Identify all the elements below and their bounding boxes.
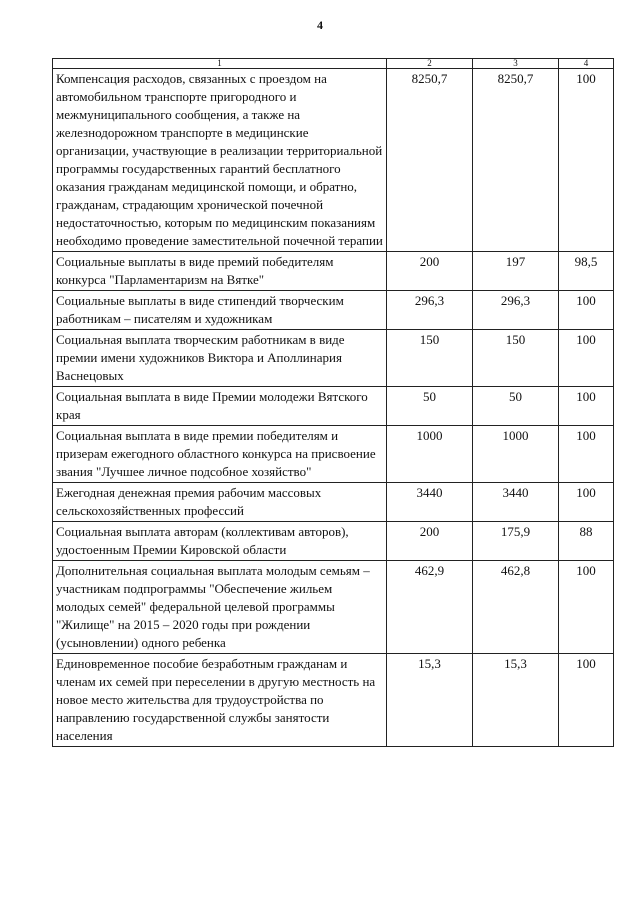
table-row <box>53 252 614 291</box>
column-header: 3 <box>473 59 559 69</box>
column-header: 2 <box>387 59 473 69</box>
cell-col2: 15,3 <box>387 654 473 747</box>
row-label: Социальная выплата в виде Премии молодежи Вятского края <box>53 387 387 426</box>
cell-col4: 98,5 <box>559 252 614 291</box>
cell-col3: 8250,7 <box>473 69 559 252</box>
row-label: Социальная выплата в виде премии победителям и призерам ежегодного областного конкурса на присвоение звания "Лучшее личное подсобное хозяйство" <box>53 426 387 483</box>
row-label: Единовременное пособие безработным гражданам и членам их семей при переселении в другую местность на новое место жительства для трудоустройства по направлению государственной службы занятости населения <box>53 654 387 747</box>
row-label: Ежегодная денежная премия рабочим массовых сельскохозяйственных профессий <box>53 483 387 522</box>
cell-col3: 197 <box>473 252 559 291</box>
cell-col2: 200 <box>387 522 473 561</box>
cell-col2: 200 <box>387 252 473 291</box>
cell-col4: 88 <box>559 522 614 561</box>
cell-col2: 8250,7 <box>387 69 473 252</box>
cell-col2: 462,9 <box>387 561 473 654</box>
cell-col4: 100 <box>559 426 614 483</box>
row-label: Социальная выплата творческим работникам в виде премии имени художников Виктора и Аполлинария Васнецовых <box>53 330 387 387</box>
cell-col3: 175,9 <box>473 522 559 561</box>
cell-col4: 100 <box>559 483 614 522</box>
cell-col4: 100 <box>559 387 614 426</box>
column-header: 1 <box>53 59 387 69</box>
cell-col3: 1000 <box>473 426 559 483</box>
cell-col2: 150 <box>387 330 473 387</box>
table-row <box>53 561 614 654</box>
cell-col4: 100 <box>559 561 614 654</box>
cell-col2: 296,3 <box>387 291 473 330</box>
table-row <box>53 483 614 522</box>
column-header: 4 <box>559 59 614 69</box>
cell-col2: 1000 <box>387 426 473 483</box>
cell-col4: 100 <box>559 291 614 330</box>
table-row <box>53 330 614 387</box>
cell-col3: 150 <box>473 330 559 387</box>
table-row <box>53 387 614 426</box>
table-row <box>53 426 614 483</box>
cell-col4: 100 <box>559 654 614 747</box>
cell-col3: 3440 <box>473 483 559 522</box>
cell-col3: 462,8 <box>473 561 559 654</box>
row-label: Дополнительная социальная выплата молодым семьям – участникам подпрограммы "Обеспечение жильем молодых семей" федеральной целевой программы "Жилище" на 2015 – 2020 годы при рождении (усыновлении) одного ребенка <box>53 561 387 654</box>
table-row <box>53 654 614 747</box>
row-label: Социальные выплаты в виде стипендий творческим работникам – писателям и художникам <box>53 291 387 330</box>
table-row <box>53 522 614 561</box>
cell-col3: 15,3 <box>473 654 559 747</box>
row-label: Социальная выплата авторам (коллективам авторов), удостоенным Премии Кировской области <box>53 522 387 561</box>
page-number: 4 <box>317 18 323 32</box>
header-row <box>53 59 614 69</box>
row-label: Социальные выплаты в виде премий победителям конкурса "Парламентаризм на Вятке" <box>53 252 387 291</box>
cell-col2: 3440 <box>387 483 473 522</box>
cell-col3: 50 <box>473 387 559 426</box>
cell-col3: 296,3 <box>473 291 559 330</box>
table-row <box>53 69 614 252</box>
data-table <box>52 58 614 747</box>
cell-col4: 100 <box>559 330 614 387</box>
table-row <box>53 291 614 330</box>
cell-col2: 50 <box>387 387 473 426</box>
cell-col4: 100 <box>559 69 614 252</box>
row-label: Компенсация расходов, связанных с проездом на автомобильном транспорте пригородного и межмуниципального сообщения, а также на железнодорожном транспорте в медицинские организации, участвующие в реализации территориальной программы государственных гарантий бесплатного оказания гражданам медицинской помощи, и обратно, гражданам, страдающим хронической почечной недостаточностью, которым по медицинским показаниям необходимо проведение заместительной почечной терапии <box>53 69 387 252</box>
